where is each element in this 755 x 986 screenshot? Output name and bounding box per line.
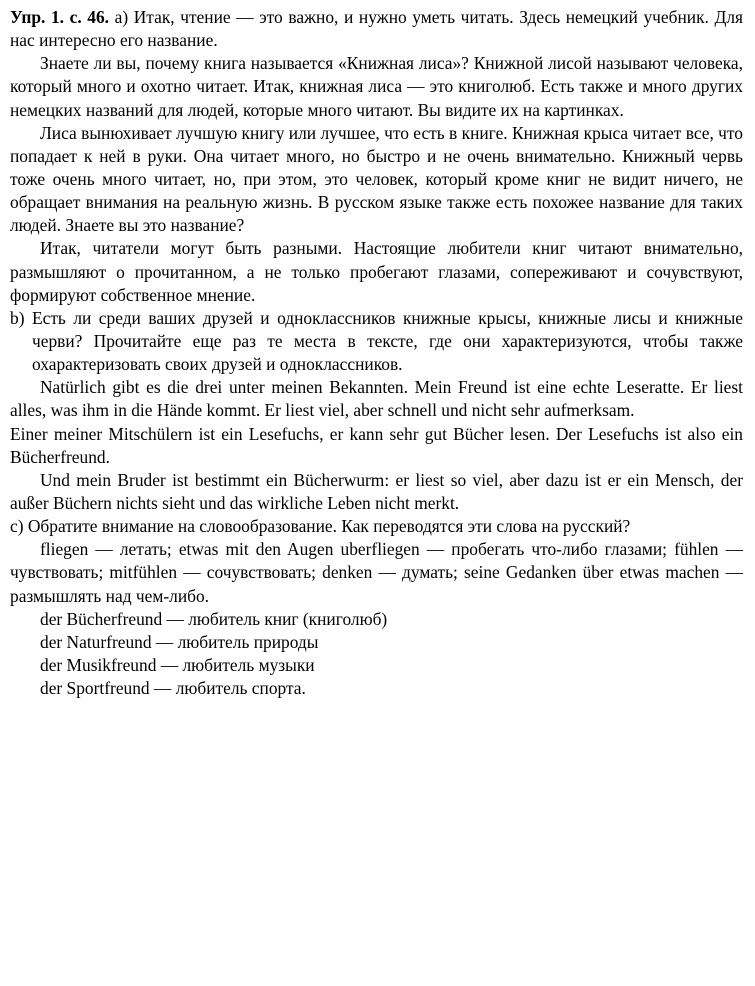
paragraph-a-3: Итак, читатели могут быть разными. Настоящие любители книг читают внимательно, размышляют о прочитанном, а не только пробегают глазами, сопереживают и сочувствуют, формируют собственное мнение. — [10, 238, 743, 305]
paragraph-text: Есть ли среди ваших друзей и одноклассников книжные крысы, книжные лисы и книжные черви? Прочитайте еще раз те места в тексте, где они характеризуются, чтобы также охарактеризовать своих друзей и одноклассников. — [31, 307, 743, 375]
paragraph-a-2: Лиса вынюхивает лучшую книгу или лучшее, что есть в книге. Книжная крыса читает все, что попадает к ней в руки. Она читает много, но быстро и не очень внимательно. Книжный червь тоже очень много читает, но, при этом, это человек, который кроме книг не видит ничего, не обращает внимания на реальную жизнь. В русском языке также есть похожее название для таких людей. Знаете вы это название? — [10, 122, 743, 236]
word-list-item: der Musikfreund — любитель музыки — [40, 654, 315, 675]
paragraph-a-intro — [10, 6, 743, 52]
marker-c: c) — [10, 516, 24, 537]
paragraph-text: Обратите внимание на словообразование. Как переводятся эти слова на русский? — [27, 516, 631, 537]
marker-a: a) — [114, 7, 129, 27]
word-list-item: der Bücherfreund — любитель книг (книголюб) — [40, 608, 388, 629]
exercise-label: Упр. 1. с. 46. — [10, 7, 110, 27]
word-list-item: der Sportfreund — любитель спорта. — [40, 678, 306, 699]
paragraph-text: Итак, чтение — это важно, и нужно уметь читать. Здесь немецкий учебник. Для нас интересно его название. — [10, 7, 744, 51]
paragraph-b-3: Und mein Bruder ist bestimmt ein Bücherwurm: er liest so viel, aber dazu ist er ein Mensch, der außer Büchern nichts sieht und das wirkliche Leben nicht merkt. — [10, 469, 743, 513]
paragraph-b-1: Natürlich gibt es die drei unter meinen Bekannten. Mein Freund ist eine echte Leseratte. Er liest alles, was ihm in die Hände kommt. Er liest viel, aber schnell und nicht sehr aufmerksam. — [10, 377, 743, 421]
paragraph-c-intro — [10, 515, 743, 538]
paragraph-b-2: Einer meiner Mitschülern ist ein Lesefuchs, er kann sehr gut Bücher lesen. Der Lesefuchs ist also ein Bücherfreund. — [10, 423, 743, 467]
paragraph-c-1: fliegen — летать; etwas mit den Augen uberfliegen — пробегать что-либо глазами; fühlen — чувствовать; mitfühlen — сочувствовать; denken — думать; seine Gedanken über etwas machen — размышлять над чем-либо. — [10, 539, 743, 606]
paragraph-a-1: Знаете ли вы, почему книга называется «Книжная лиса»? Книжной лисой называют человека, который много и охотно читает. Итак, книжная лиса — это книголюб. Есть также и много других немецких названий для людей, которые много читают. Вы видите их на картинках. — [10, 53, 743, 120]
marker-b: b) — [10, 307, 25, 328]
paragraph-b-intro — [10, 307, 743, 376]
word-list-item: der Naturfreund — любитель природы — [40, 631, 319, 652]
